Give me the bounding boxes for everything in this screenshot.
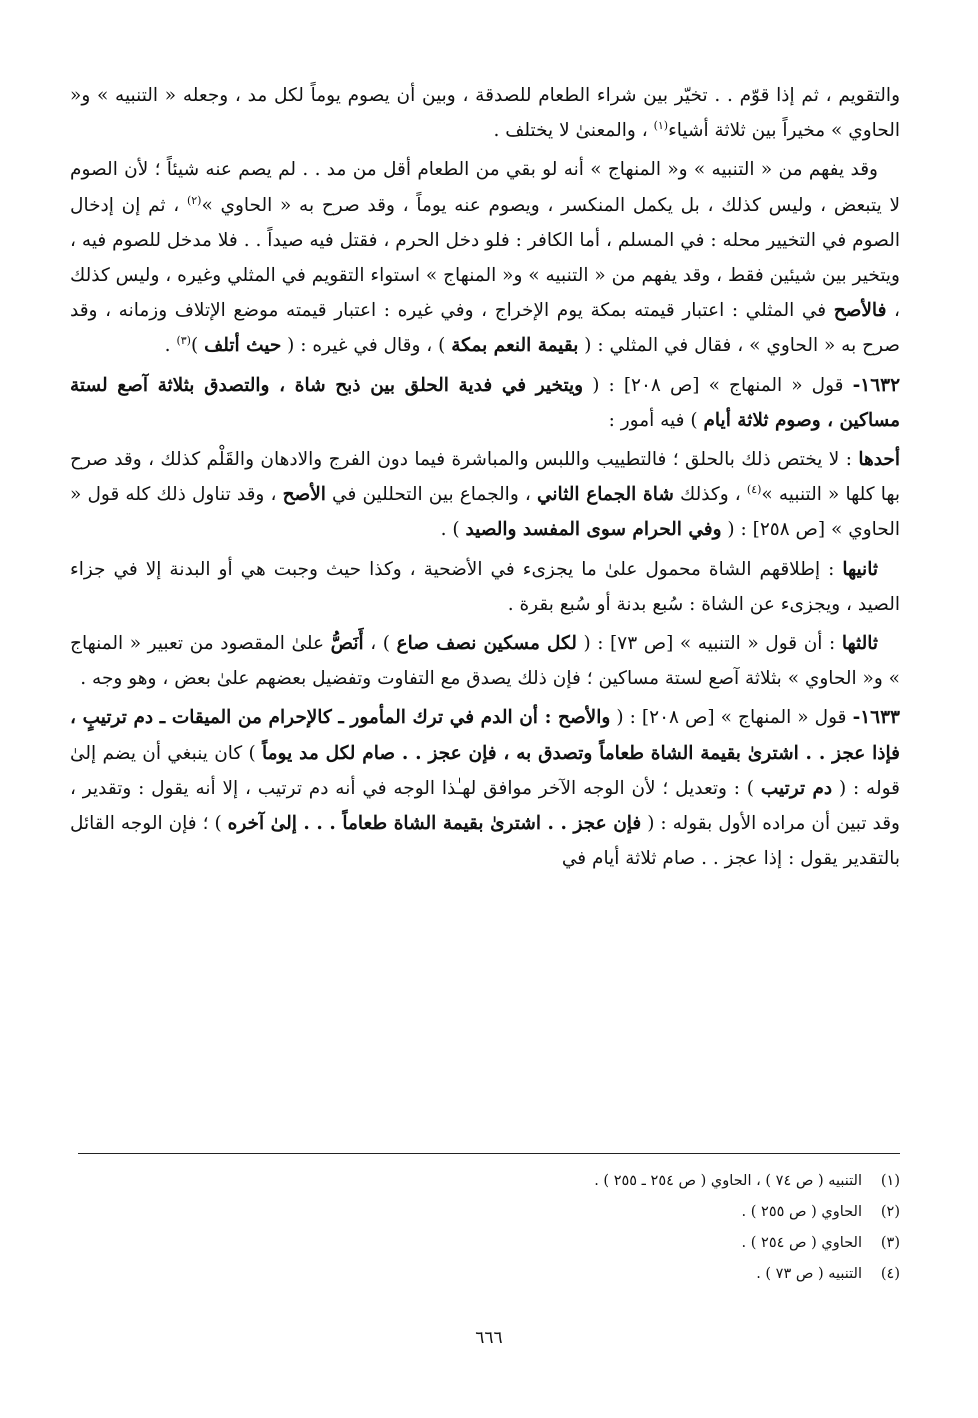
footnote-text: الحاوي ( ص ٢٥٤ ) . <box>741 1235 862 1251</box>
footnote-text: التنبيه ( ص ٧٣ ) . <box>756 1266 862 1282</box>
paragraph <box>70 152 900 363</box>
bold-text: فإن عجز . . اشترىٰ بقيمة الشاة طعاماً . . . إلىٰ آخره <box>227 813 642 835</box>
main-text <box>70 78 900 880</box>
bold-text: شاة الجماع الثاني <box>536 484 674 506</box>
text-run: ، وقد تناول ذلك كله قول « الحاوي » [ص ٢٥٨] : ( <box>70 484 900 541</box>
footnote <box>78 1259 900 1290</box>
text-run: ، والجماع بين التحللين في <box>325 484 537 506</box>
bold-text: أَنَصُّ <box>330 633 364 655</box>
bold-text: لكل مسكين نصف صاع <box>396 633 577 655</box>
footnote-number: (٤) <box>880 1266 900 1282</box>
bold-text: بقيمة النعم بمكة <box>451 335 579 357</box>
paragraph <box>70 78 900 148</box>
footnote-text: الحاوي ( ص ٢٥٥ ) . <box>741 1204 862 1220</box>
bold-text: ثانيها <box>842 558 878 580</box>
text-run: ) كان ينبغي أن يضم إلىٰ قوله : ( <box>70 742 901 799</box>
footnote-divider <box>78 1153 900 1154</box>
text-run: ، والمعنىٰ لا يختلف . <box>493 120 654 142</box>
bold-text: ١٦٣٢- <box>852 374 901 396</box>
bold-text: ثالثها <box>841 633 879 655</box>
bold-text: الأصح <box>282 484 326 506</box>
footnote <box>78 1166 900 1197</box>
text-run: قول « المنهاج » [ص ٢٠٨] : ( <box>610 707 853 729</box>
text-run: علىٰ المقصود من تعبير « المنهاج » و« الحاوي » بثلاثة آصع لستة مساكين ؛ فإن ذلك يصدق مع التفاوت وتفضيل بعضهم علىٰ بعض ، وهو وجه . <box>70 633 900 690</box>
text-run: : أن قول « التنبيه » [ص ٧٣] : ( <box>576 633 842 655</box>
bold-text: والأصح : أن الدم في ترك المأمور ـ كالإحرام من الميقات ـ دم ترتيبٍ ، فإذا عجز . . اشترىٰ بقيمة الشاة طعاماً وتصدق به ، فإن عجز . . صام لكل مد يوماً <box>70 707 900 764</box>
paragraph <box>70 552 900 622</box>
text-run: . <box>164 335 177 357</box>
bold-text: فالأصح <box>833 300 887 322</box>
bold-text: دم ترتيب <box>760 777 833 799</box>
footnote <box>78 1197 900 1228</box>
text-run: ) : وتعديل ؛ لأن الوجه الآخر موافق لهـٰذا الوجه في أنه دم ترتيب ، إلا أنه يقول : وتقدير ، وقد تبين أن مراده الأول بقوله : ( <box>70 777 900 835</box>
footnote-reference: (٢) <box>186 193 202 207</box>
footnote-reference: (٤) <box>746 483 762 497</box>
paragraph <box>70 368 900 438</box>
text-run: ) . <box>440 519 466 541</box>
bold-text: ويتخير في فدية الحلق بين ذبح شاة ، والتصدق بثلاثة آصع لستة مساكين ، وصوم ثلاثة أيام <box>70 374 900 431</box>
footnote-number: (٣) <box>880 1235 900 1251</box>
footnotes <box>78 1166 900 1290</box>
text-run: ، وكذلك <box>673 484 747 506</box>
footnote <box>78 1228 900 1259</box>
text-run: : لا يختص ذلك بالحلق ؛ فالتطييب واللبس والمباشرة فيما دون الفرج والادهان والقَلْم كذلك ، وقد صرح بها كلها « التنبيه » <box>70 449 901 506</box>
text-run: ، ثم إن إدخال الصوم في التخيير محله : في المسلم ، أما الكافر : فلو دخل الحرم ، فقتل فيه صيداً . . فلا مدخل للصوم فيه ، ويتخير بين شيئين فقط ، وقد يفهم من « التنبيه » و« المنهاج » استواء التقويم في المثلي وغيره ، وليس كذلك ، <box>70 194 900 322</box>
text-run: ) ، وقال في غيره : ( <box>281 335 452 357</box>
paragraph <box>70 700 900 876</box>
text-run: ) فيه أمور : <box>608 409 704 431</box>
text-run: ) <box>190 335 205 357</box>
paragraph <box>70 442 900 548</box>
text-run: ) ؛ فإن الوجه القائل بالتقدير يقول : إذا عجز . . صام ثلاثة أيام في <box>70 813 900 870</box>
bold-text: وفي الحرام سوى المفسد والصيد <box>465 519 722 541</box>
text-run: قول « المنهاج » [ص ٢٠٨] : ( <box>583 374 853 396</box>
footnote-number: (٢) <box>880 1204 900 1220</box>
footnote-number: (١) <box>880 1173 900 1189</box>
footnote-reference: (٣) <box>176 334 191 348</box>
text-run: ) ، <box>363 633 397 655</box>
text-run: وقد يفهم من « التنبيه » و« المنهاج » أنه لو بقي من الطعام أقل من مد . . لم يصم عنه شيئاً ؛ لأن الصوم لا يتبعض ، وليس كذلك ، بل يكمل المنكسر ، ويصوم عنه يوماً ، وقد صرح به « الحاوي » <box>70 159 900 216</box>
paragraph <box>70 626 900 696</box>
page-number: ٦٦٦ <box>475 1328 503 1348</box>
text-run: والتقويم ، ثم إذا قوّم . . تخيّر بين شراء الطعام للصدقة ، وبين أن يصوم يوماً لكل مد ، وجعله « التنبيه » و« الحاوي » مخيراً بين ثلاثة أشياء <box>70 85 900 142</box>
text-run: في المثلي : اعتبار قيمته بمكة يوم الإخراج ، وفي غيره : اعتبار قيمته موضع الإتلاف وزمانه ، وقد صرح به « الحاوي » ، فقال في المثلي : ( <box>70 300 900 357</box>
bold-text: أحدها <box>858 449 900 471</box>
footnote-reference: (١) <box>653 119 669 133</box>
bold-text: ١٦٣٣- <box>852 707 900 729</box>
bold-text: حيث أتلف <box>204 335 282 357</box>
footnote-text: التنبيه ( ص ٧٤ ) ، الحاوي ( ص ٢٥٤ ـ ٢٥٥ ) . <box>594 1173 862 1189</box>
text-run: : إطلاقهم الشاة محمول علىٰ ما يجزىء في الأضحية ، وكذا حيث وجبت هي أو البدنة إلا في جزاء الصيد ، ويجزىء عن الشاة : سُبع بدنة أو سُبع بقرة . <box>70 558 900 615</box>
